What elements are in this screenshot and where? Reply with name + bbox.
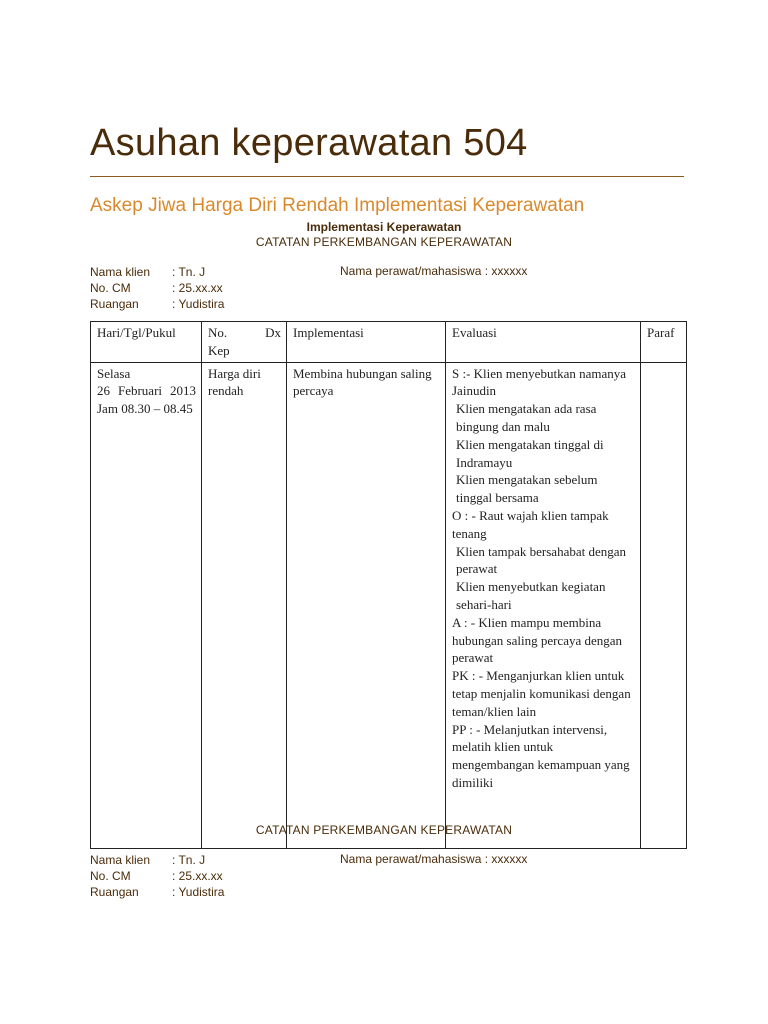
patient-info-1 <box>90 264 224 312</box>
catatan-heading-1: CATATAN PERKEMBANGAN KEPERAWATAN <box>255 235 513 249</box>
eval-item: Klien mengatakan sebelum tinggal bersama <box>456 472 598 506</box>
patient-room-value: : Yudistira <box>172 297 225 311</box>
eval-item: A : - Klien mampu membina hubungan saling percaya dengan perawat <box>452 614 623 666</box>
patient-name-row <box>90 264 224 280</box>
patient-name-value: : Tn. J <box>172 265 206 279</box>
date-day: Selasa <box>97 365 131 381</box>
header-date: Hari/Tgl/Pukul <box>91 322 202 363</box>
date-time: Jam 08.30 – 08.45 <box>97 401 193 417</box>
patient-info-2 <box>90 852 224 900</box>
patient-cm-row <box>90 280 224 296</box>
eval-item: PK : - Menganjurkan klien untuk tetap menjalin komunikasi dengan teman/klien lain <box>452 668 631 719</box>
nursing-record-table <box>90 321 687 849</box>
catatan-heading-2: CATATAN PERKEMBANGAN KEPERAWATAN <box>255 823 513 837</box>
cell-paraf <box>641 362 687 848</box>
page-title: Asuhan keperawatan 504 <box>90 122 528 164</box>
header-dx <box>202 322 287 363</box>
cell-implementation: Membina hubungan saling percaya <box>287 362 446 848</box>
table-header-row <box>91 322 687 363</box>
eval-item: Klien menyebutkan kegiatan sehari-hari <box>456 579 606 612</box>
eval-item: Klien mengatakan ada rasa bingung dan malu <box>456 401 597 434</box>
title-divider <box>90 176 684 177</box>
header-implementation: Implementasi <box>287 322 446 363</box>
eval-item: Klien mengatakan tinggal di Indramayu <box>456 436 604 470</box>
section-heading: Implementasi Keperawatan <box>306 220 462 234</box>
eval-item: Klien tampak bersahabat dengan perawat <box>456 543 627 577</box>
patient-cm-value: : 25.xx.xx <box>172 869 223 883</box>
header-dx-no: No. <box>208 325 228 340</box>
header-dx-kep: Kep <box>208 342 230 358</box>
patient-cm-label: No. CM <box>90 281 131 295</box>
date-date: 26 Februari 2013 <box>97 383 196 399</box>
cell-evaluation <box>446 362 641 848</box>
patient-room-label: Ruangan <box>90 297 139 311</box>
patient-cm-label: No. CM <box>90 869 131 883</box>
patient-name-value: : Tn. J <box>172 853 206 867</box>
patient-room-row <box>90 884 224 900</box>
header-evaluation: Evaluasi <box>446 322 641 363</box>
cell-date <box>91 362 202 848</box>
patient-room-label: Ruangan <box>90 885 139 899</box>
eval-item: S :- Klien menyebutkan namanya Jainudin <box>452 365 627 399</box>
patient-room-value: : Yudistira <box>172 885 225 899</box>
table-row <box>91 362 687 848</box>
patient-name-label: Nama klien <box>90 265 151 279</box>
page-subtitle: Askep Jiwa Harga Diri Rendah Implementasi Keperawatan <box>90 195 585 216</box>
cell-dx: Harga diri rendah <box>202 362 287 848</box>
patient-name-label: Nama klien <box>90 853 151 867</box>
header-dx-dx: Dx <box>265 325 281 340</box>
header-paraf: Paraf <box>641 322 687 363</box>
eval-item: O : - Raut wajah klien tampak tenang <box>452 507 609 541</box>
patient-cm-row <box>90 868 224 884</box>
patient-name-row <box>90 852 224 868</box>
eval-item: PP : - Melanjutkan intervensi, melatih klien untuk mengembangan kemampuan yang dimiliki <box>452 721 630 790</box>
patient-room-row <box>90 296 224 312</box>
patient-cm-value: : 25.xx.xx <box>172 281 223 295</box>
nurse-name-1: Nama perawat/mahasiswa : xxxxxx <box>340 264 528 278</box>
nurse-name-2: Nama perawat/mahasiswa : xxxxxx <box>340 852 528 866</box>
